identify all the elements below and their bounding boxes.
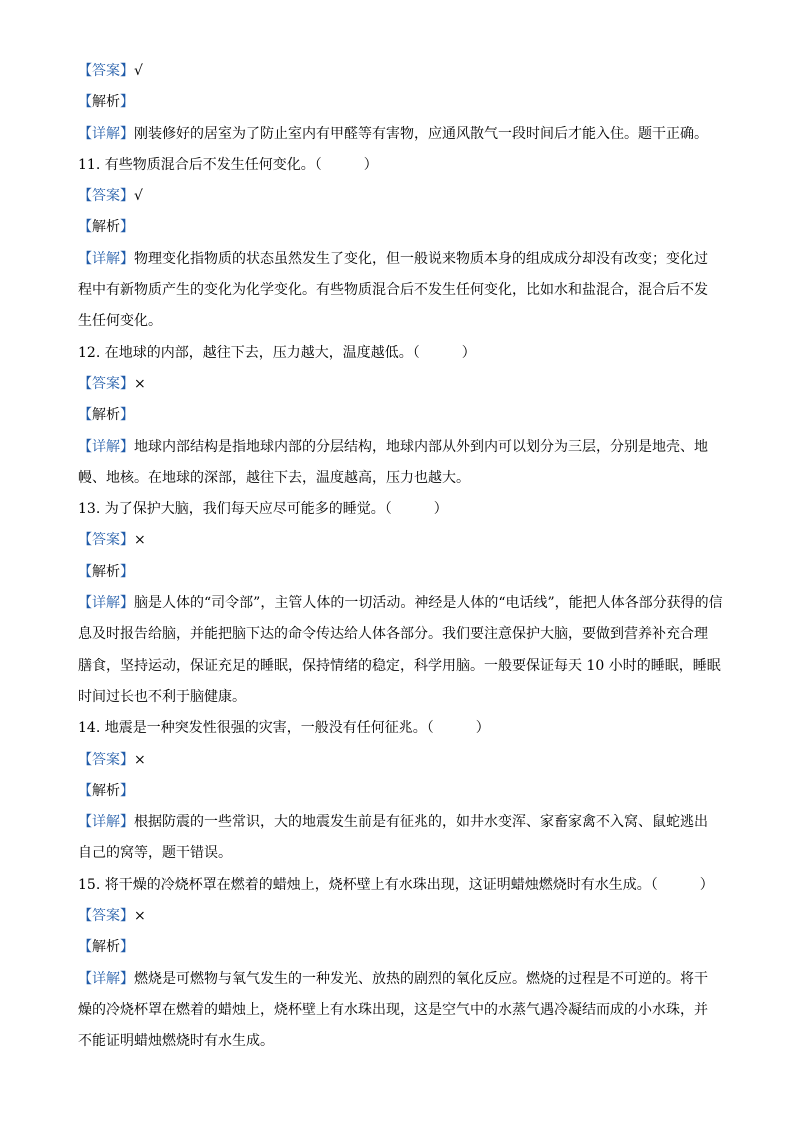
detail-text: 燥的冷烧杯罩在燃着的蜡烛上，烧杯壁上有水珠出现，这是空气中的水蒸气遇冷凝结而成的小水珠，并 bbox=[78, 1001, 708, 1018]
detail-text: 物理变化指物质的状态虽然发生了变化，但一般说来物质本身的组成成分却没有改变；变化过 bbox=[134, 250, 708, 267]
answer-tag: 【答案】 bbox=[78, 188, 134, 205]
detail-paragraph bbox=[78, 244, 718, 338]
detail-text: 不能证明蜡烛燃烧时有水生成。 bbox=[78, 1033, 274, 1050]
analysis-tag: 【 bbox=[78, 219, 92, 236]
detail-line bbox=[78, 807, 718, 838]
analysis-tag: 【 bbox=[78, 782, 92, 799]
detail-tag: 【详解】 bbox=[78, 814, 134, 831]
analysis-label: 解析 bbox=[92, 782, 120, 799]
analysis-tag: 【 bbox=[78, 407, 92, 424]
answer-tag: 【答案】 bbox=[78, 751, 134, 768]
detail-tag: 【详解】 bbox=[78, 970, 134, 987]
analysis-tag: 【 bbox=[78, 563, 92, 580]
detail-line bbox=[78, 275, 718, 306]
document-page bbox=[78, 56, 723, 1058]
analysis-tag-close: 】 bbox=[120, 939, 134, 956]
detail-text: 根据防震的一些常识，大的地震发生前是有征兆的，如井水变浑、家畜家禽不入窝、鼠蛇逃出 bbox=[134, 814, 708, 831]
answer-value: × bbox=[134, 532, 146, 549]
answer-value: × bbox=[134, 908, 146, 925]
detail-line bbox=[78, 588, 723, 619]
analysis-line bbox=[78, 557, 718, 588]
analysis-label: 解析 bbox=[92, 407, 120, 424]
detail-text: 燃烧是可燃物与氧气发生的一种发光、放热的剧烈的氧化反应。燃烧的过程是不可逆的。将干 bbox=[134, 970, 708, 987]
detail-line bbox=[78, 838, 718, 869]
question-line bbox=[78, 150, 718, 181]
analysis-tag-close: 】 bbox=[120, 219, 134, 236]
detail-tag: 【详解】 bbox=[78, 438, 134, 455]
detail-paragraph bbox=[78, 119, 718, 150]
question-line bbox=[78, 338, 718, 369]
question-line bbox=[78, 713, 718, 744]
analysis-line bbox=[78, 87, 718, 118]
answer-tag: 【答案】 bbox=[78, 908, 134, 925]
detail-line bbox=[78, 651, 721, 682]
analysis-line bbox=[78, 932, 718, 963]
analysis-line bbox=[78, 400, 718, 431]
detail-line bbox=[78, 964, 718, 995]
detail-paragraph bbox=[78, 964, 718, 1058]
analysis-line bbox=[78, 776, 718, 807]
detail-paragraph bbox=[78, 807, 718, 870]
detail-tag: 【详解】 bbox=[78, 250, 134, 267]
analysis-label: 解析 bbox=[92, 219, 120, 236]
analysis-tag-close: 】 bbox=[120, 563, 134, 580]
detail-text: 脑是人体的“司令部”，主管人体的一切活动。神经是人体的“电话线”，能把人体各部分获得的信 bbox=[134, 595, 723, 612]
detail-tag: 【详解】 bbox=[78, 125, 134, 142]
answer-tag: 【答案】 bbox=[78, 532, 134, 549]
question-line bbox=[78, 870, 718, 901]
analysis-line bbox=[78, 212, 718, 243]
analysis-tag: 【 bbox=[78, 939, 92, 956]
detail-tag: 【详解】 bbox=[78, 595, 134, 612]
detail-paragraph bbox=[78, 432, 718, 495]
detail-line bbox=[78, 1026, 718, 1057]
detail-text: 自己的窝等，题干错误。 bbox=[78, 845, 232, 862]
question-line bbox=[78, 494, 718, 525]
analysis-label: 解析 bbox=[92, 563, 120, 580]
answer-line bbox=[78, 901, 718, 932]
detail-text: 息及时报告给脑，并能把脑下达的命令传达给人体各部分。我们要注意保护大脑，要做到营养补充合理 bbox=[78, 626, 708, 643]
analysis-tag: 【 bbox=[78, 94, 92, 111]
answer-line bbox=[78, 745, 718, 776]
detail-text: 程中有新物质产生的变化为化学变化。有些物质混合后不发生任何变化，比如水和盐混合，混合后不发 bbox=[78, 282, 708, 299]
detail-line bbox=[78, 306, 718, 337]
detail-text: 刚装修好的居室为了防止室内有甲醛等有害物，应通风散气一段时间后才能入住。题干正确。 bbox=[134, 125, 708, 142]
detail-text: 膳食，坚持运动，保证充足的睡眠，保持情绪的稳定，科学用脑。一般要保证每天 10 小时的睡眠，睡眠 bbox=[78, 657, 721, 674]
detail-line bbox=[78, 119, 718, 150]
detail-line bbox=[78, 244, 718, 275]
detail-paragraph bbox=[78, 588, 723, 713]
detail-line bbox=[78, 463, 718, 494]
detail-text: 地球内部结构是指地球内部的分层结构，地球内部从外到内可以划分为三层，分别是地壳、地 bbox=[134, 438, 708, 455]
detail-line bbox=[78, 995, 718, 1026]
detail-line bbox=[78, 432, 718, 463]
answer-line bbox=[78, 525, 718, 556]
answer-value: × bbox=[134, 375, 146, 392]
answer-line bbox=[78, 181, 718, 212]
detail-text: 生任何变化。 bbox=[78, 313, 162, 330]
analysis-tag-close: 】 bbox=[120, 782, 134, 799]
question-text: 11. 有些物质混合后不发生任何变化。（ ） bbox=[78, 156, 378, 173]
analysis-tag-close: 】 bbox=[120, 94, 134, 111]
analysis-label: 解析 bbox=[92, 939, 120, 956]
detail-text: 时间过长也不利于脑健康。 bbox=[78, 688, 246, 705]
answer-tag: 【答案】 bbox=[78, 375, 134, 392]
question-text: 13. 为了保护大脑，我们每天应尽可能多的睡觉。（ ） bbox=[78, 501, 448, 518]
analysis-tag-close: 】 bbox=[120, 407, 134, 424]
answer-line bbox=[78, 369, 718, 400]
question-text: 14. 地震是一种突发性很强的灾害，一般没有任何征兆。（ ） bbox=[78, 720, 490, 737]
detail-line bbox=[78, 682, 718, 713]
analysis-label: 解析 bbox=[92, 94, 120, 111]
answer-line bbox=[78, 56, 718, 87]
question-text: 12. 在地球的内部，越往下去，压力越大，温度越低。（ ） bbox=[78, 344, 476, 361]
answer-tag: 【答案】 bbox=[78, 63, 134, 79]
answer-value: √ bbox=[134, 188, 143, 205]
question-text: 15. 将干燥的冷烧杯罩在燃着的蜡烛上，烧杯壁上有水珠出现，这证明蜡烛燃烧时有水生成。（ ） bbox=[78, 876, 714, 893]
detail-line bbox=[78, 619, 718, 650]
detail-text: 幔、地核。在地球的深部，越往下去，温度越高，压力也越大。 bbox=[78, 469, 470, 486]
answer-value: √ bbox=[134, 63, 143, 79]
answer-value: × bbox=[134, 751, 146, 768]
